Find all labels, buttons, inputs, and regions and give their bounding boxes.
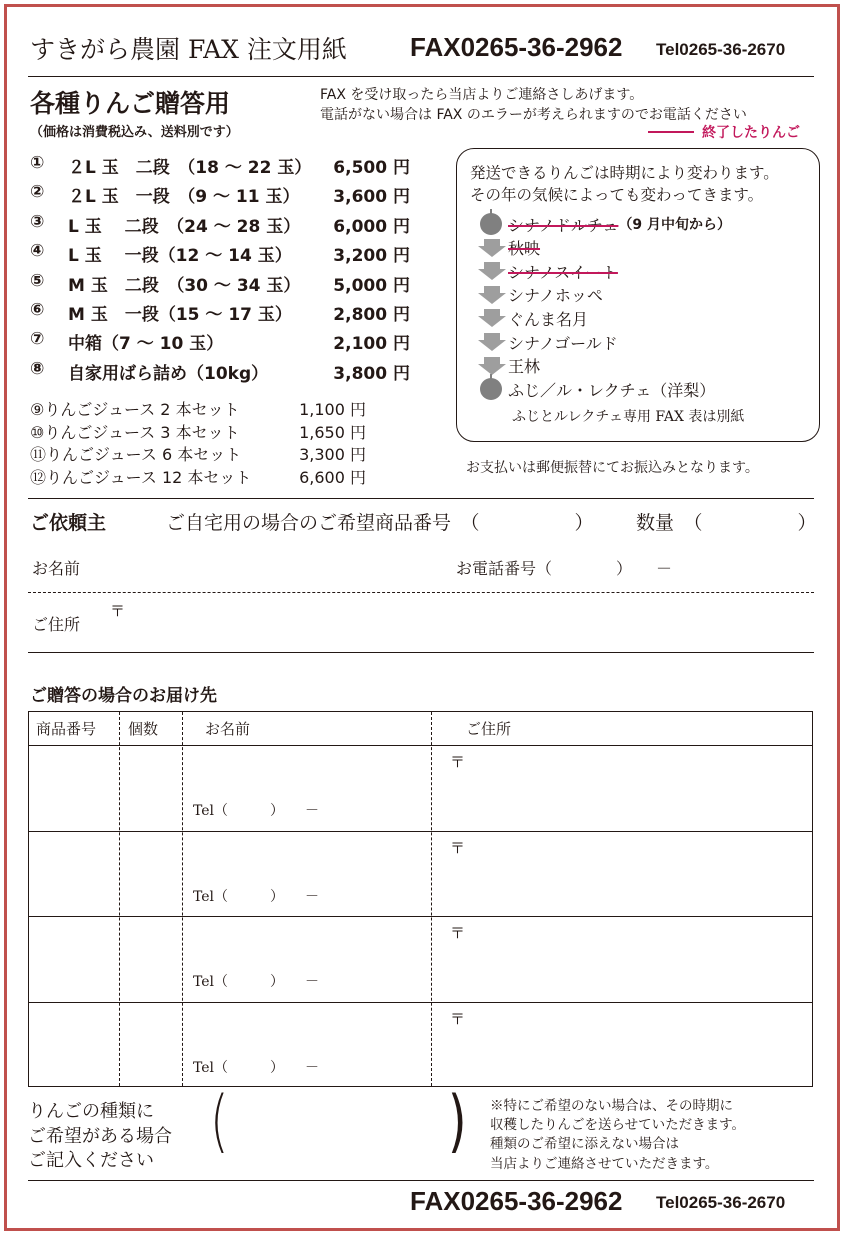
postal-mark: 〒 — [450, 838, 466, 857]
variety-request-line3: ご記入ください — [28, 1150, 154, 1171]
address-underline — [28, 652, 814, 653]
product-number-field[interactable]: ご自宅用の場合のご希望商品番号 （ ） — [166, 512, 594, 534]
juice-item-description: ⑨りんごジュース 2 本セット — [30, 400, 240, 419]
variety-item — [478, 378, 715, 400]
price-item-price: 5,000 円 — [333, 275, 410, 296]
juice-item — [30, 420, 366, 443]
juice-item-description: ⑩りんごジュース 3 本セット — [30, 422, 240, 442]
price-item — [30, 329, 410, 354]
footer-tel-number: Tel0265-36-2670 — [656, 1193, 786, 1212]
gift-table-row[interactable] — [28, 1002, 813, 1087]
variety-item — [478, 284, 603, 306]
price-item-description: ２L 玉 二段 （18 〜 22 玉） — [68, 158, 312, 178]
gift-table-row[interactable] — [28, 745, 813, 830]
variety-item — [478, 355, 540, 377]
variety-name: シナノホッペ — [508, 286, 603, 306]
price-item-number: ③ — [30, 211, 45, 232]
variety-name: 秋映 — [508, 239, 541, 259]
price-item-price: 6,500 円 — [333, 158, 410, 178]
price-item-number: ⑤ — [30, 270, 45, 291]
recipient-tel-field[interactable]: Tel（ ） － — [193, 888, 320, 905]
recipient-tel-field[interactable]: Tel（ ） － — [193, 974, 320, 990]
section-heading: 各種りんご贈答用 — [30, 89, 231, 118]
apple-icon — [480, 213, 502, 235]
col-header-address: ご住所 — [466, 720, 512, 738]
price-item-number: ④ — [30, 241, 45, 262]
price-item-description: L 玉 二段 （24 〜 28 玉） — [68, 216, 301, 237]
price-item — [30, 182, 410, 207]
header-tel-number: Tel0265-36-2670 — [656, 40, 786, 59]
availability-line2: その年の気候によっても変わってきます。 — [470, 186, 764, 204]
variety-item — [478, 331, 618, 353]
requester-heading: ご依頼主 — [30, 512, 107, 534]
variety-item — [478, 260, 618, 282]
header-divider — [28, 76, 814, 77]
postal-mark: 〒 — [450, 753, 466, 771]
recipient-tel-field[interactable]: Tel（ ） － — [193, 1059, 320, 1076]
juice-item-description: ⑪りんごジュース 6 本セット — [30, 445, 242, 464]
phone-field[interactable]: お電話番号（ ） － — [456, 559, 673, 578]
variety-name: 王林 — [508, 357, 541, 377]
juice-item-price: 6,600 円 — [299, 467, 366, 487]
price-item-description: 自家用ばら詰め（10kg） — [68, 363, 269, 384]
price-item — [30, 300, 410, 325]
price-item — [30, 359, 410, 384]
variety-name: ふじ／ル・レクチェ（洋梨） — [508, 380, 716, 400]
price-item-description: ２L 玉 一段 （9 〜 11 玉） — [68, 187, 300, 208]
variety-note-line3: 種類のご希望に添えない場合は — [490, 1136, 679, 1152]
address-field-label: ご住所 — [32, 615, 81, 634]
price-item — [30, 271, 410, 296]
price-item — [30, 212, 410, 237]
variety-note-line4: 当店よりご連絡させていただきます。 — [490, 1156, 719, 1172]
payment-note: お支払いは郵便振替にてお振込みとなります。 — [466, 460, 759, 476]
price-item-number: ⑥ — [30, 300, 45, 320]
col-header-product-number: 商品番号 — [36, 720, 97, 738]
header-fax-number: FAX0265-36-2962 — [410, 32, 623, 62]
variety-note-line2: 収穫したりんごを送らせていただきます。 — [490, 1117, 746, 1133]
variety-name: ぐんま名月 — [508, 309, 589, 329]
ended-legend-label: 終了したりんご — [702, 125, 800, 141]
arrow-down-icon — [478, 239, 506, 257]
price-item-description: M 玉 一段（15 〜 17 玉） — [68, 305, 292, 325]
postal-mark: 〒 — [450, 924, 466, 942]
variety-item — [478, 237, 540, 259]
variety-open-paren: ( — [209, 1082, 229, 1161]
variety-note-line1: ※特にご希望のない場合は、その時期に — [490, 1098, 733, 1114]
price-item-price: 3,600 円 — [333, 187, 410, 208]
price-item-price: 2,800 円 — [333, 305, 410, 325]
variety-item — [478, 307, 588, 329]
variety-note: （9 月中旬から） — [618, 217, 732, 233]
price-item-price: 2,100 円 — [333, 334, 410, 355]
price-item-description: 中箱（7 〜 10 玉） — [68, 334, 224, 355]
gift-table-row[interactable] — [28, 916, 813, 1001]
price-item-number: ① — [30, 153, 45, 173]
name-field-label: お名前 — [32, 559, 81, 578]
apple-icon — [480, 378, 502, 400]
price-item-description: M 玉 二段 （30 〜 34 玉） — [68, 275, 301, 296]
price-item-description: L 玉 一段（12 〜 14 玉） — [68, 246, 292, 267]
variety-name: シナノドルチェ — [508, 215, 619, 235]
variety-name: シナノゴールド — [508, 333, 618, 353]
price-item — [30, 241, 410, 266]
availability-footnote: ふじとルレクチェ専用 FAX 表は別紙 — [512, 409, 745, 425]
price-item-price: 3,800 円 — [333, 363, 410, 384]
gift-heading: ご贈答の場合のお届け先 — [30, 686, 217, 706]
ended-legend-line — [648, 131, 694, 133]
variety-close-paren: ) — [447, 1082, 467, 1161]
arrow-down-icon — [478, 333, 506, 351]
price-item-number: ⑦ — [30, 329, 45, 350]
quantity-field[interactable]: 数量 （ ） — [636, 512, 817, 534]
juice-item-price: 1,650 円 — [299, 422, 366, 442]
gift-table-row[interactable] — [28, 831, 813, 916]
recipient-tel-field[interactable]: Tel（ ） － — [193, 803, 320, 819]
arrow-down-icon — [478, 357, 506, 375]
arrow-down-icon — [478, 286, 506, 304]
availability-line1: 発送できるりんごは時期により変わります。 — [470, 164, 779, 182]
postal-mark: 〒 — [450, 1009, 466, 1028]
juice-item-price: 1,100 円 — [299, 400, 366, 419]
juice-item — [30, 397, 366, 420]
price-item-price: 6,000 円 — [333, 216, 410, 237]
juice-item-description: ⑫りんごジュース 12 本セット — [30, 467, 252, 487]
variety-request-field[interactable] — [246, 1098, 436, 1162]
form-title: すきがら農園 FAX 注文用紙 — [30, 35, 347, 64]
price-item-price: 3,200 円 — [333, 246, 410, 267]
requester-divider — [28, 498, 814, 499]
fax-notice-line2: 電話がない場合は FAX のエラーが考えられますのでお電話ください — [320, 107, 747, 123]
juice-item — [30, 442, 366, 465]
arrow-down-icon — [478, 309, 506, 327]
col-header-name: お名前 — [205, 720, 251, 738]
juice-item — [30, 465, 366, 488]
footer-fax-number: FAX0265-36-2962 — [410, 1186, 623, 1216]
price-item — [30, 153, 410, 178]
price-note: （価格は消費税込み、送料別です） — [30, 125, 239, 140]
footer-divider — [28, 1180, 814, 1181]
requester-dashed-divider — [28, 592, 814, 593]
price-item-number: ② — [30, 182, 45, 203]
col-header-quantity: 個数 — [128, 720, 159, 738]
variety-item — [478, 213, 731, 235]
address-field[interactable] — [130, 598, 810, 648]
juice-item-price: 3,300 円 — [299, 445, 366, 464]
arrow-down-icon — [478, 262, 506, 280]
variety-request-line2: ご希望がある場合 — [28, 1126, 172, 1147]
postal-mark: 〒 — [110, 602, 126, 620]
variety-name: シナノスイート — [508, 262, 618, 282]
price-item-number: ⑧ — [30, 358, 45, 379]
name-field[interactable] — [90, 544, 440, 584]
fax-notice-line1: FAX を受け取ったら当店よりご連絡さしあげます。 — [320, 87, 644, 103]
variety-request-line1: りんごの種類に — [28, 1101, 154, 1122]
